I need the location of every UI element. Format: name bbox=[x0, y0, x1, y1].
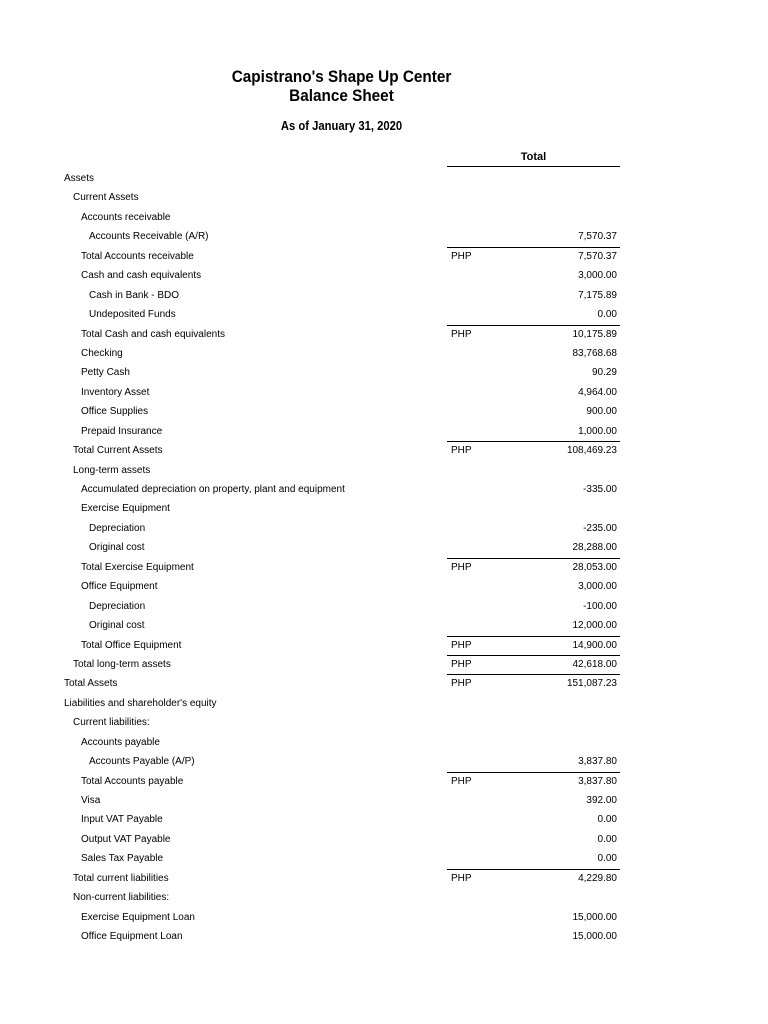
table-row bbox=[0, 325, 768, 344]
row-amount: 10,175.89 bbox=[572, 328, 617, 340]
table-row bbox=[0, 830, 768, 849]
table-row bbox=[0, 480, 768, 499]
row-amount: 7,570.37 bbox=[578, 231, 617, 243]
table-row bbox=[0, 733, 768, 752]
row-label: Total current liabilities bbox=[73, 872, 169, 884]
table-row bbox=[0, 869, 768, 888]
table-row bbox=[0, 577, 768, 596]
row-amount: 3,000.00 bbox=[578, 270, 617, 282]
row-currency: PHP bbox=[451, 658, 472, 670]
row-amount: 151,087.23 bbox=[566, 678, 617, 690]
row-amount: 0.00 bbox=[597, 853, 617, 865]
row-currency: PHP bbox=[451, 639, 472, 651]
row-currency: PHP bbox=[451, 445, 472, 457]
row-label: Office Equipment bbox=[81, 581, 158, 593]
row-amount: 15,000.00 bbox=[572, 931, 617, 943]
table-row bbox=[0, 519, 768, 538]
table-row bbox=[0, 927, 768, 946]
row-label: Accounts Receivable (A/R) bbox=[89, 231, 209, 243]
row-label: Total Current Assets bbox=[73, 445, 163, 457]
row-label: Petty Cash bbox=[81, 367, 130, 379]
table-row bbox=[0, 655, 768, 674]
table-row bbox=[0, 247, 768, 266]
table-row bbox=[0, 402, 768, 421]
table-row bbox=[0, 636, 768, 655]
row-label: Total Exercise Equipment bbox=[81, 561, 194, 573]
row-amount: 900.00 bbox=[586, 406, 617, 418]
row-label: Accounts receivable bbox=[81, 211, 171, 223]
row-label: Original cost bbox=[89, 620, 145, 632]
table-row bbox=[0, 441, 768, 460]
row-label: Total Cash and cash equivalents bbox=[81, 328, 225, 340]
row-label: Assets bbox=[64, 173, 95, 184]
row-amount: 0.00 bbox=[597, 309, 617, 321]
row-label: Current liabilities: bbox=[73, 717, 150, 729]
table-row bbox=[0, 208, 768, 227]
row-currency: PHP bbox=[451, 250, 472, 262]
row-label: Liabilities and shareholder's equity bbox=[64, 697, 217, 709]
row-label: Output VAT Payable bbox=[81, 833, 171, 845]
row-label: Depreciation bbox=[89, 522, 146, 534]
row-label: Cash and cash equivalents bbox=[81, 270, 202, 282]
row-amount: 28,053.00 bbox=[572, 561, 617, 573]
row-amount: 7,570.37 bbox=[578, 250, 617, 262]
row-amount: 1,000.00 bbox=[578, 425, 617, 437]
row-currency: PHP bbox=[451, 678, 472, 690]
table-row bbox=[0, 810, 768, 829]
row-amount: 3,837.80 bbox=[578, 775, 617, 787]
row-amount: -100.00 bbox=[583, 600, 617, 612]
row-label: Original cost bbox=[89, 542, 145, 554]
row-label: Visa bbox=[81, 795, 101, 806]
row-label: Sales Tax Payable bbox=[81, 853, 164, 865]
row-amount: 0.00 bbox=[597, 814, 617, 826]
row-label: Long-term assets bbox=[73, 464, 151, 476]
row-label: Exercise Equipment bbox=[81, 503, 170, 515]
row-currency: PHP bbox=[451, 872, 472, 884]
table-row bbox=[0, 169, 768, 188]
report-title: Balance Sheet bbox=[289, 86, 394, 105]
row-label: Total Office Equipment bbox=[81, 639, 182, 651]
table-row bbox=[0, 752, 768, 771]
row-amount: 108,469.23 bbox=[566, 445, 617, 457]
table-row bbox=[0, 461, 768, 480]
row-currency: PHP bbox=[451, 775, 472, 787]
row-amount: 15,000.00 bbox=[572, 911, 617, 923]
table-row bbox=[0, 422, 768, 441]
table-row bbox=[0, 227, 768, 246]
row-label: Prepaid Insurance bbox=[81, 425, 163, 437]
row-currency: PHP bbox=[451, 328, 472, 340]
row-amount: 4,229.80 bbox=[578, 872, 617, 884]
row-label: Checking bbox=[81, 347, 123, 359]
row-amount: 0.00 bbox=[597, 833, 617, 845]
table-row bbox=[0, 616, 768, 635]
table-row bbox=[0, 791, 768, 810]
table-row bbox=[0, 383, 768, 402]
table-row bbox=[0, 538, 768, 557]
row-label: Total long-term assets bbox=[73, 658, 171, 670]
table-row bbox=[0, 713, 768, 732]
row-label: Non-current liabilities: bbox=[73, 892, 170, 904]
row-label: Undeposited Funds bbox=[89, 309, 176, 321]
table-row bbox=[0, 772, 768, 791]
table-row bbox=[0, 363, 768, 382]
row-amount: -335.00 bbox=[583, 484, 617, 495]
table-row bbox=[0, 674, 768, 693]
company-name: Capistrano's Shape Up Center bbox=[231, 67, 452, 86]
row-label: Total Accounts payable bbox=[81, 775, 184, 787]
row-label: Exercise Equipment Loan bbox=[81, 911, 195, 923]
row-label: Input VAT Payable bbox=[81, 814, 163, 826]
table-row bbox=[0, 558, 768, 577]
report-date: As of January 31, 2020 bbox=[280, 119, 403, 133]
row-label: Office Equipment Loan bbox=[81, 931, 183, 943]
table-row bbox=[0, 499, 768, 518]
row-label: Current Assets bbox=[73, 192, 139, 204]
row-amount: 7,175.89 bbox=[578, 289, 617, 301]
row-amount: 12,000.00 bbox=[572, 620, 617, 632]
total-column-header: Total bbox=[447, 150, 620, 167]
row-label: Office Supplies bbox=[81, 406, 149, 418]
table-row bbox=[0, 888, 768, 907]
row-label: Accounts Payable (A/P) bbox=[89, 756, 195, 768]
row-label: Cash in Bank - BDO bbox=[89, 289, 180, 301]
row-amount: -235.00 bbox=[583, 522, 617, 534]
row-label: Depreciation bbox=[89, 600, 146, 612]
table-row bbox=[0, 597, 768, 616]
balance-sheet-table bbox=[0, 169, 768, 947]
report-header bbox=[0, 67, 683, 133]
row-amount: 14,900.00 bbox=[572, 639, 617, 651]
table-row bbox=[0, 908, 768, 927]
row-label: Total Accounts receivable bbox=[81, 250, 194, 262]
row-label: Accounts payable bbox=[81, 736, 160, 748]
row-currency: PHP bbox=[451, 561, 472, 573]
table-row bbox=[0, 694, 768, 713]
table-row bbox=[0, 286, 768, 305]
table-row bbox=[0, 305, 768, 324]
row-amount: 42,618.00 bbox=[572, 658, 617, 670]
row-amount: 90.29 bbox=[591, 367, 617, 379]
row-label: Accumulated depreciation on property, plant and equipment bbox=[81, 484, 345, 495]
table-row bbox=[0, 849, 768, 868]
table-row bbox=[0, 188, 768, 207]
row-amount: 4,964.00 bbox=[578, 386, 617, 398]
row-amount: 83,768.68 bbox=[572, 347, 617, 359]
row-amount: 392.00 bbox=[586, 795, 617, 806]
row-label: Total Assets bbox=[64, 678, 118, 690]
row-label: Inventory Asset bbox=[81, 386, 150, 398]
table-row bbox=[0, 344, 768, 363]
row-amount: 3,000.00 bbox=[578, 581, 617, 593]
table-row bbox=[0, 266, 768, 285]
row-amount: 3,837.80 bbox=[578, 756, 617, 768]
row-amount: 28,288.00 bbox=[572, 542, 617, 554]
